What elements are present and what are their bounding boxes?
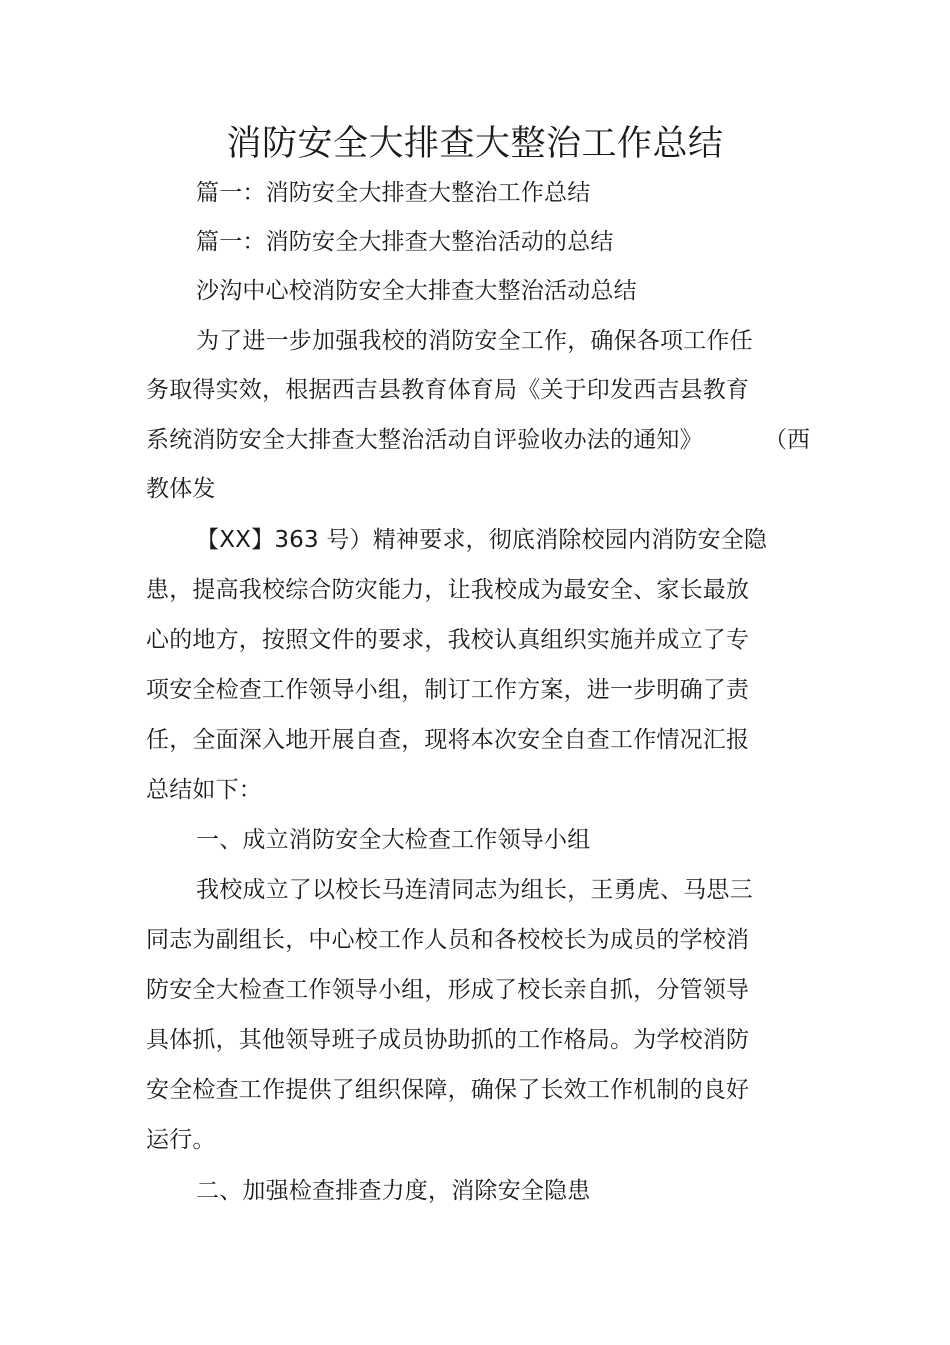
paragraph-line: 教体发 xyxy=(146,476,216,502)
paragraph-line: 项安全检查工作领导小组，制订工作方案，进一步明确了责 xyxy=(146,677,750,703)
heading-line-2: 篇一：消防安全大排查大整治活动的总结 xyxy=(196,229,614,255)
paragraph-line: 系统消防安全大排查大整治活动自评验收办法的通知》 xyxy=(146,427,703,453)
paragraph-line: 【XX】363 号）精神要求，彻底消除校园内消防安全隐 xyxy=(196,527,768,553)
paragraph-line: 任，全面深入地开展自查，现将本次安全自查工作情况汇报 xyxy=(146,727,750,753)
paragraph-line: 防安全大检查工作领导小组，形成了校长亲自抓，分管领导 xyxy=(146,977,750,1003)
document-title: 消防安全大排查大整治工作总结 xyxy=(226,124,724,164)
paragraph-line: 总结如下： xyxy=(146,777,262,803)
paragraph-line: 安全检查工作提供了组织保障，确保了长效工作机制的良好 xyxy=(146,1077,750,1103)
paragraph-line: 患，提高我校综合防灾能力，让我校成为最安全、家长最放 xyxy=(146,577,750,603)
paragraph-line: 我校成立了以校长马连清同志为组长，王勇虎、马思三 xyxy=(196,877,753,903)
heading-line-3: 沙沟中心校消防安全大排查大整治活动总结 xyxy=(196,278,637,304)
paragraph-line: 为了进一步加强我校的消防安全工作，确保各项工作任 xyxy=(196,328,753,354)
paragraph-line-fragment: （西 xyxy=(764,427,810,453)
section-heading: 一、成立消防安全大检查工作领导小组 xyxy=(196,827,591,853)
paragraph-line: 心的地方，按照文件的要求，我校认真组织实施并成立了专 xyxy=(146,627,750,653)
heading-line-1: 篇一：消防安全大排查大整治工作总结 xyxy=(196,180,591,206)
section-heading: 二、加强检查排查力度，消除安全隐患 xyxy=(196,1178,591,1204)
paragraph-line: 具体抓，其他领导班子成员协助抓的工作格局。为学校消防 xyxy=(146,1027,750,1053)
paragraph-line: 务取得实效，根据西吉县教育体育局《关于印发西吉县教育 xyxy=(146,377,750,403)
paragraph-line: 运行。 xyxy=(146,1127,216,1153)
paragraph-line: 同志为副组长，中心校工作人员和各校校长为成员的学校消 xyxy=(146,927,750,953)
